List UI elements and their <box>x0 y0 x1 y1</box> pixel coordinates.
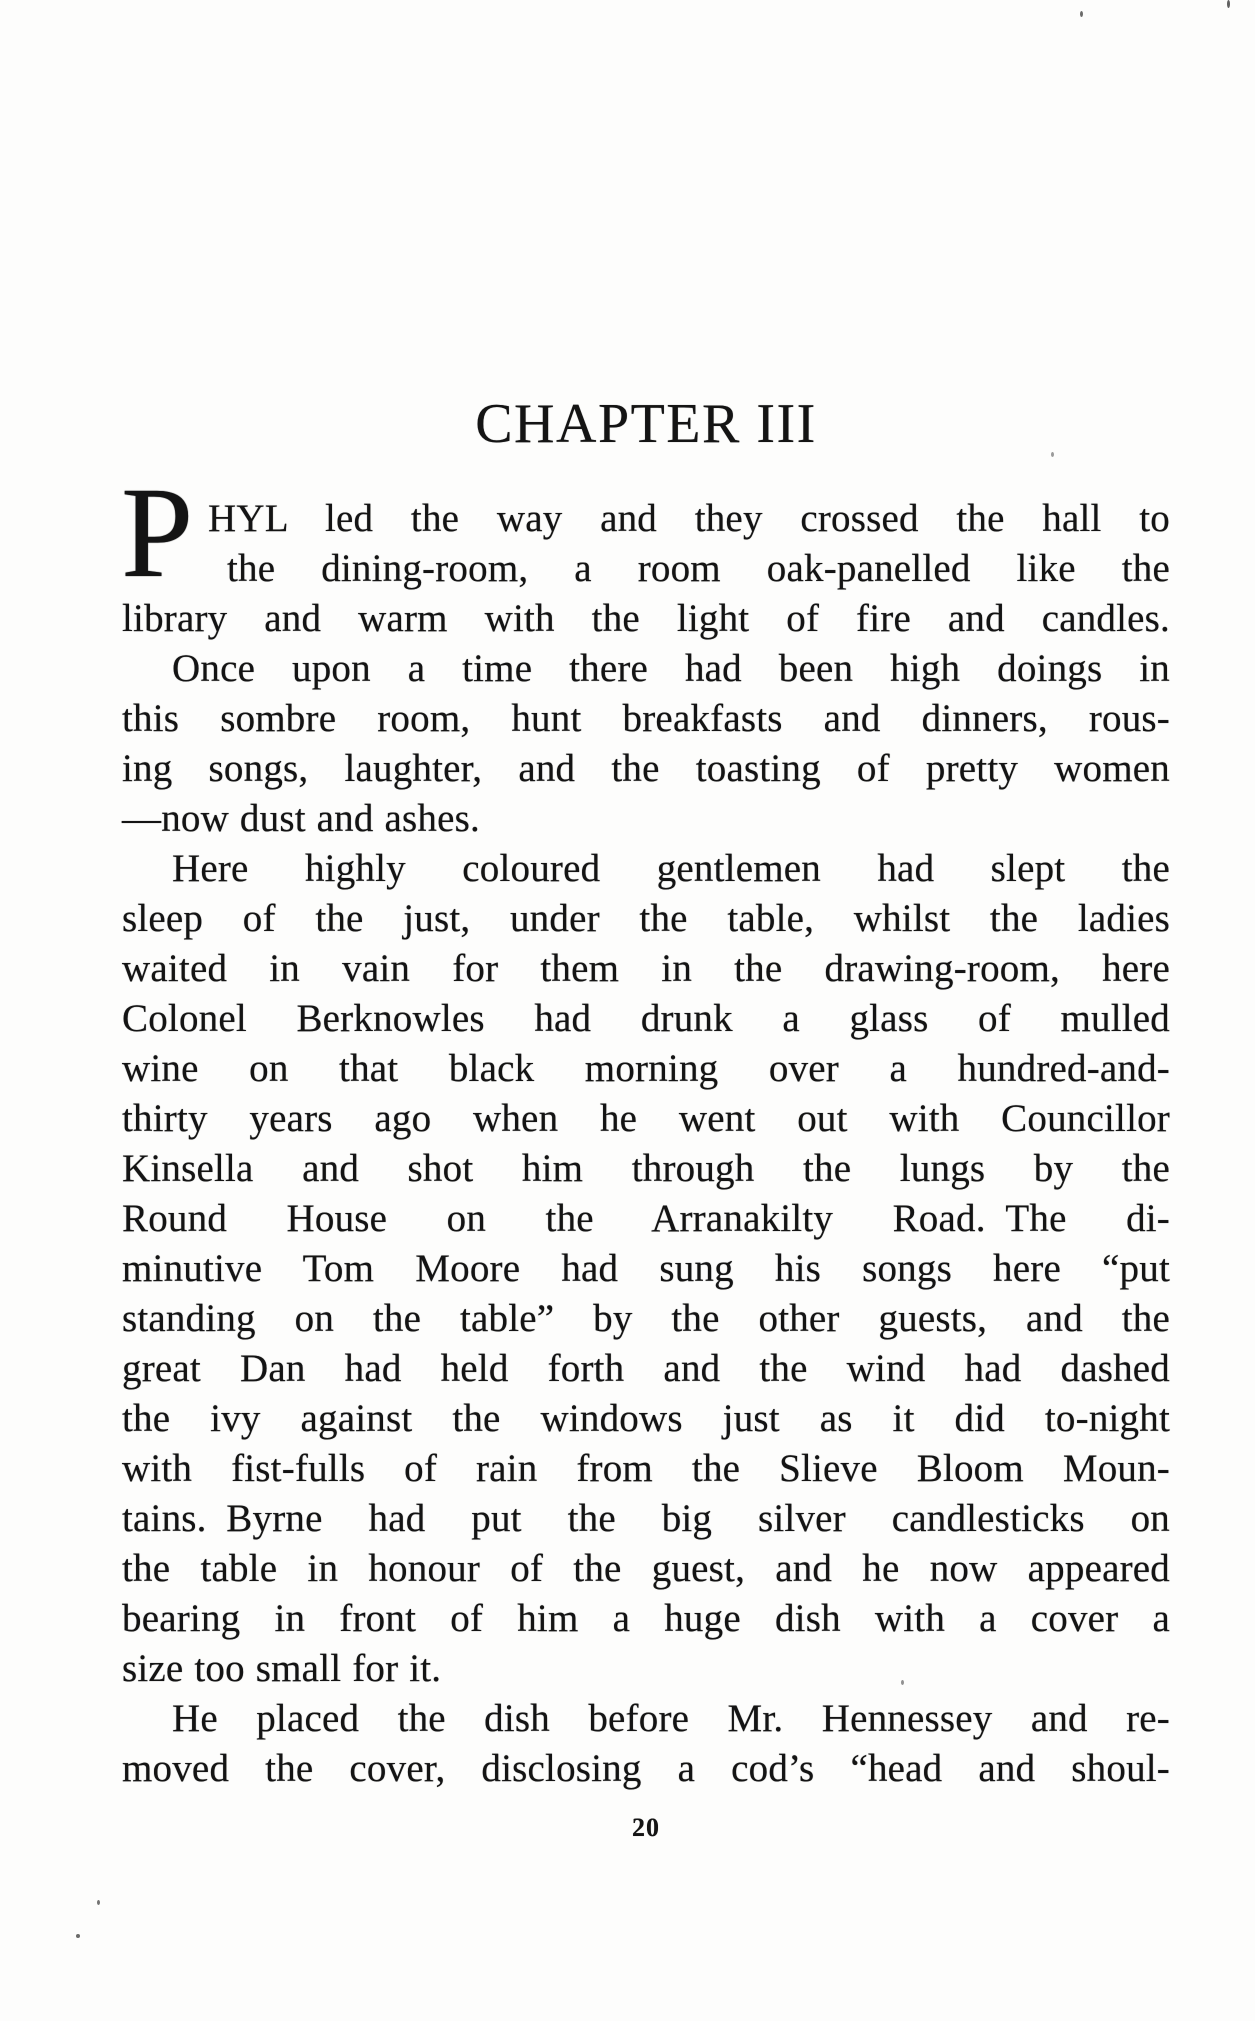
text-line: this sombre room, hunt breakfasts and dinners, rous- <box>122 697 1170 740</box>
text-line: waited in vain for them in the drawing-room, here <box>122 947 1170 990</box>
text-line: minutive Tom Moore had sung his songs here “put <box>122 1247 1170 1290</box>
text-line: Round House on the Arranakilty Road. The di- <box>122 1197 1170 1240</box>
text-line: HYL led the way and they crossed the hall to <box>208 497 1170 540</box>
text-line: the dining-room, a room oak-panelled like the <box>227 547 1170 590</box>
paragraph <box>122 844 1170 1694</box>
text-line: wine on that black morning over a hundred-and- <box>122 1047 1170 1090</box>
page-number: 20 <box>632 1813 660 1842</box>
text-line: the ivy against the windows just as it did to-night <box>122 1397 1170 1440</box>
chapter-heading: CHAPTER III <box>475 393 817 455</box>
text-line: —now dust and ashes. <box>122 797 480 840</box>
scan-speck <box>1051 452 1054 457</box>
text-line: Kinsella and shot him through the lungs by the <box>122 1147 1170 1190</box>
text-line: great Dan had held forth and the wind had dashed <box>122 1347 1170 1390</box>
text-line: standing on the table” by the other guests, and the <box>122 1297 1170 1340</box>
text-line: tains. Byrne had put the big silver candlesticks on <box>122 1497 1170 1540</box>
drop-cap-letter: P <box>121 461 194 605</box>
text-line: Colonel Berknowles had drunk a glass of mulled <box>122 997 1170 1040</box>
text-line: with fist-fulls of rain from the Slieve Bloom Moun- <box>122 1447 1170 1490</box>
text-line: library and warm with the light of fire and candles. <box>122 597 1170 640</box>
text-line: ing songs, laughter, and the toasting of pretty women <box>122 747 1170 790</box>
text-line: Here highly coloured gentlemen had slept the <box>172 847 1170 890</box>
text-line: the table in honour of the guest, and he now appeared <box>122 1547 1170 1590</box>
scan-speck <box>901 1680 904 1685</box>
text-line: thirty years ago when he went out with Councillor <box>122 1097 1170 1140</box>
paragraph <box>121 461 1170 644</box>
page-body-text <box>121 461 1170 1794</box>
paragraph <box>122 644 1170 844</box>
scan-speck <box>1227 0 1230 8</box>
scan-speck <box>76 1934 80 1938</box>
scan-speck <box>97 1900 100 1905</box>
scan-speck <box>1080 11 1083 17</box>
paragraph <box>122 1694 1170 1794</box>
text-line: moved the cover, disclosing a cod’s “head and shoul- <box>122 1747 1170 1790</box>
text-line: Once upon a time there had been high doings in <box>172 647 1170 690</box>
text-line: size too small for it. <box>122 1647 442 1690</box>
text-line: sleep of the just, under the table, whilst the ladies <box>122 897 1170 940</box>
text-line: bearing in front of him a huge dish with a cover a <box>122 1597 1170 1640</box>
text-line: He placed the dish before Mr. Hennessey and re- <box>172 1697 1170 1740</box>
